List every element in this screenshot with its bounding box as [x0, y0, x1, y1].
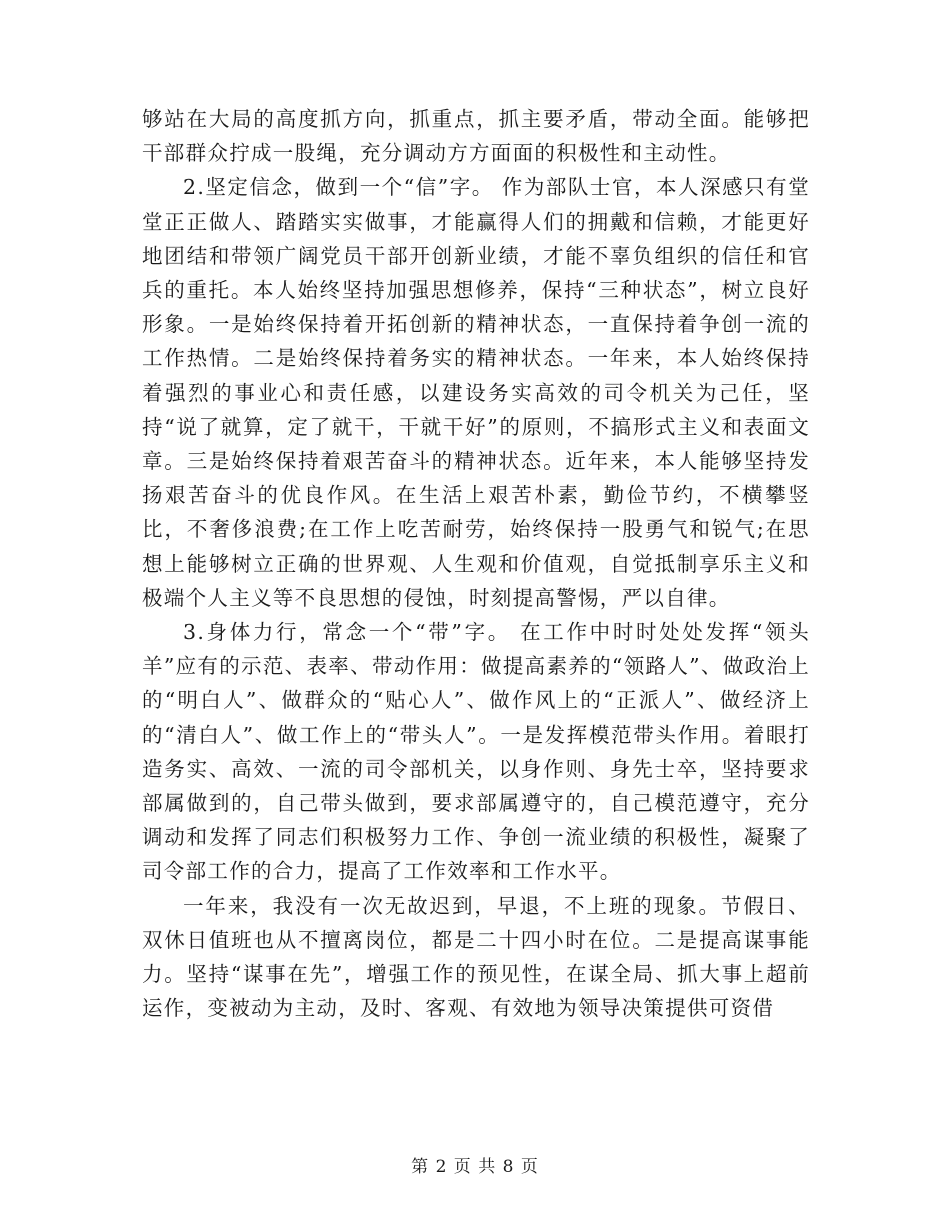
paragraph-3: 3.身体力行，常念一个“带”字。 在工作中时时处处发挥“领头羊”应有的示范、表率、带动作用：做提高素养的“领路人”、做政治上的“明白人”、做群众的“贴心人”、做作风上的“正派人”、做经济上的“清白人”、做工作上的“带头人”。一是发挥模范带头作用。着眼打造务实、高效、一流的司令部机关，以身作则、身先士卒，坚持要求部属做到的，自己带头做到，要求部属遵守的，自己模范遵守，充分调动和发挥了同志们积极努力工作、争创一流业绩的积极性，凝聚了司令部工作的合力，提高了工作效率和工作水平。: [142, 620, 810, 884]
paragraph-2: 2.坚定信念，做到一个“信”字。 作为部队士官，本人深感只有堂堂正正做人、踏踏实实做事，才能赢得人们的拥戴和信赖，才能更好地团结和带领广阔党员干部开创新业绩，才能不辜负组织的信任和官兵的重托。本人始终坚持加强思想修养，保持“三种状态”，树立良好形象。一是始终保持着开拓创新的精神状态，一直保持着争创一流的工作热情。二是始终保持着务实的精神状态。一年来，本人始终保持着强烈的事业心和责任感，以建设务实高效的司令机关为己任，坚持“说了就算，定了就干，干就干好”的原则，不搞形式主义和表面文章。三是始终保持着艰苦奋斗的精神状态。近年来，本人能够坚持发扬艰苦奋斗的优良作风。在生活上艰苦朴素，勤俭节约，不横攀竖比，不奢侈浪费;在工作上吃苦耐劳，始终保持一股勇气和锐气;在思想上能够树立正确的世界观、人生观和价值观，自觉抵制享乐主义和极端个人主义等不良思想的侵蚀，时刻提高警惕，严以自律。: [142, 175, 810, 610]
paragraph-1: 够站在大局的高度抓方向，抓重点，抓主要矛盾，带动全面。能够把干部群众拧成一股绳，充分调动方方面面的积极性和主动性。: [142, 107, 810, 166]
document-body: [142, 102, 810, 1025]
paragraph-4: 一年来，我没有一次无故迟到，早退，不上班的现象。节假日、双休日值班也从不擅离岗位，都是二十四小时在位。二是提高谋事能力。坚持“谋事在先”，增强工作的预见性，在谋全局、抓大事上超前运作，变被动为主动，及时、客观、有效地为领导决策提供可资借: [142, 893, 810, 1021]
page-footer: 第 2 页 共 8 页: [411, 1157, 539, 1177]
